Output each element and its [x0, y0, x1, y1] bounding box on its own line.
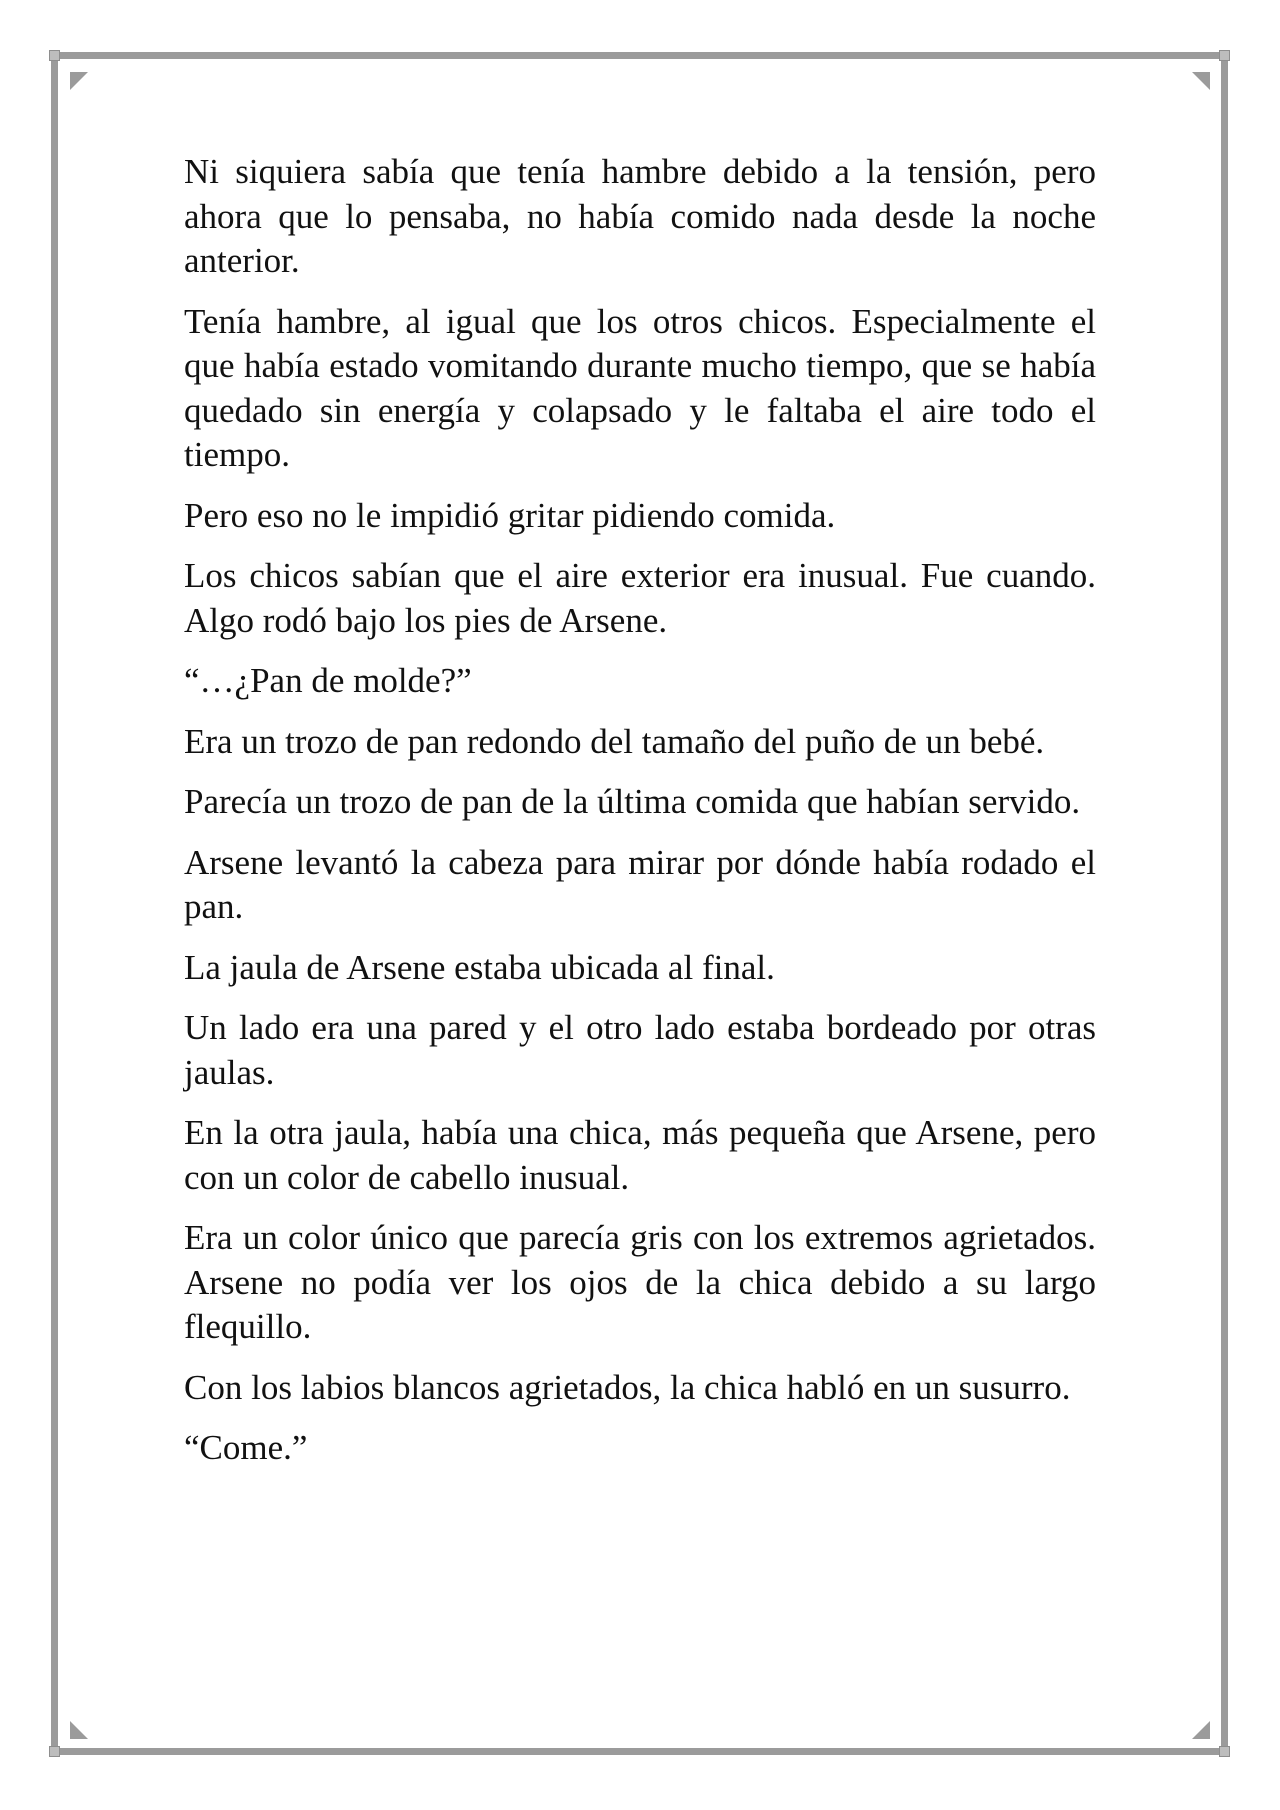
corner-ornament-top-right	[1219, 50, 1230, 61]
dialogue-line: “Come.”	[184, 1428, 308, 1467]
corner-ornament-bottom-left	[49, 1746, 60, 1757]
story-text	[184, 150, 1096, 1487]
paragraph: La jaula de Arsene estaba ubicada al final.	[184, 947, 775, 987]
frame-border-left	[51, 52, 58, 1755]
corner-triangle-bottom-right	[1192, 1721, 1210, 1739]
corner-triangle-top-right	[1192, 72, 1210, 90]
corner-triangle-top-left	[70, 72, 88, 90]
paragraph: Tenía hambre, al igual que los otros chicos. Especialmente el que había estado vomitando durante mucho tiempo, que se había quedado sin energía y colapsado y le faltaba el aire todo el tiempo.	[184, 301, 1096, 474]
paragraph: Era un trozo de pan redondo del tamaño del puño de un bebé.	[184, 721, 1045, 761]
corner-ornament-bottom-right	[1219, 1746, 1230, 1757]
paragraph: Los chicos sabían que el aire exterior era inusual. Fue cuando. Algo rodó bajo los pies de Arsene.	[184, 556, 1096, 640]
paragraph: Era un color único que parecía gris con los extremos agrietados. Arsene no podía ver los ojos de la chica debido a su largo flequillo.	[184, 1218, 1096, 1346]
frame-border-right	[1221, 52, 1228, 1755]
paragraph: Pero eso no le impidió gritar pidiendo comida.	[184, 495, 836, 535]
paragraph: Parecía un trozo de pan de la última comida que habían servido.	[184, 782, 1081, 821]
paragraph: Ni siquiera sabía que tenía hambre debido a la tensión, pero ahora que lo pensaba, no había comido nada desde la noche anterior.	[184, 152, 1096, 280]
paragraph: Un lado era una pared y el otro lado estaba bordeado por otras jaulas.	[184, 1008, 1096, 1092]
corner-ornament-top-left	[49, 50, 60, 61]
paragraph: Con los labios blancos agrietados, la chica habló en un susurro.	[184, 1367, 1071, 1407]
frame-border-top	[58, 52, 1222, 59]
frame-border-bottom	[58, 1748, 1222, 1755]
paragraph: Arsene levantó la cabeza para mirar por dónde había rodado el pan.	[184, 842, 1096, 926]
paragraph: En la otra jaula, había una chica, más pequeña que Arsene, pero con un color de cabello inusual.	[184, 1113, 1096, 1197]
corner-triangle-bottom-left	[70, 1721, 88, 1739]
dialogue-line: “…¿Pan de molde?”	[184, 661, 472, 700]
